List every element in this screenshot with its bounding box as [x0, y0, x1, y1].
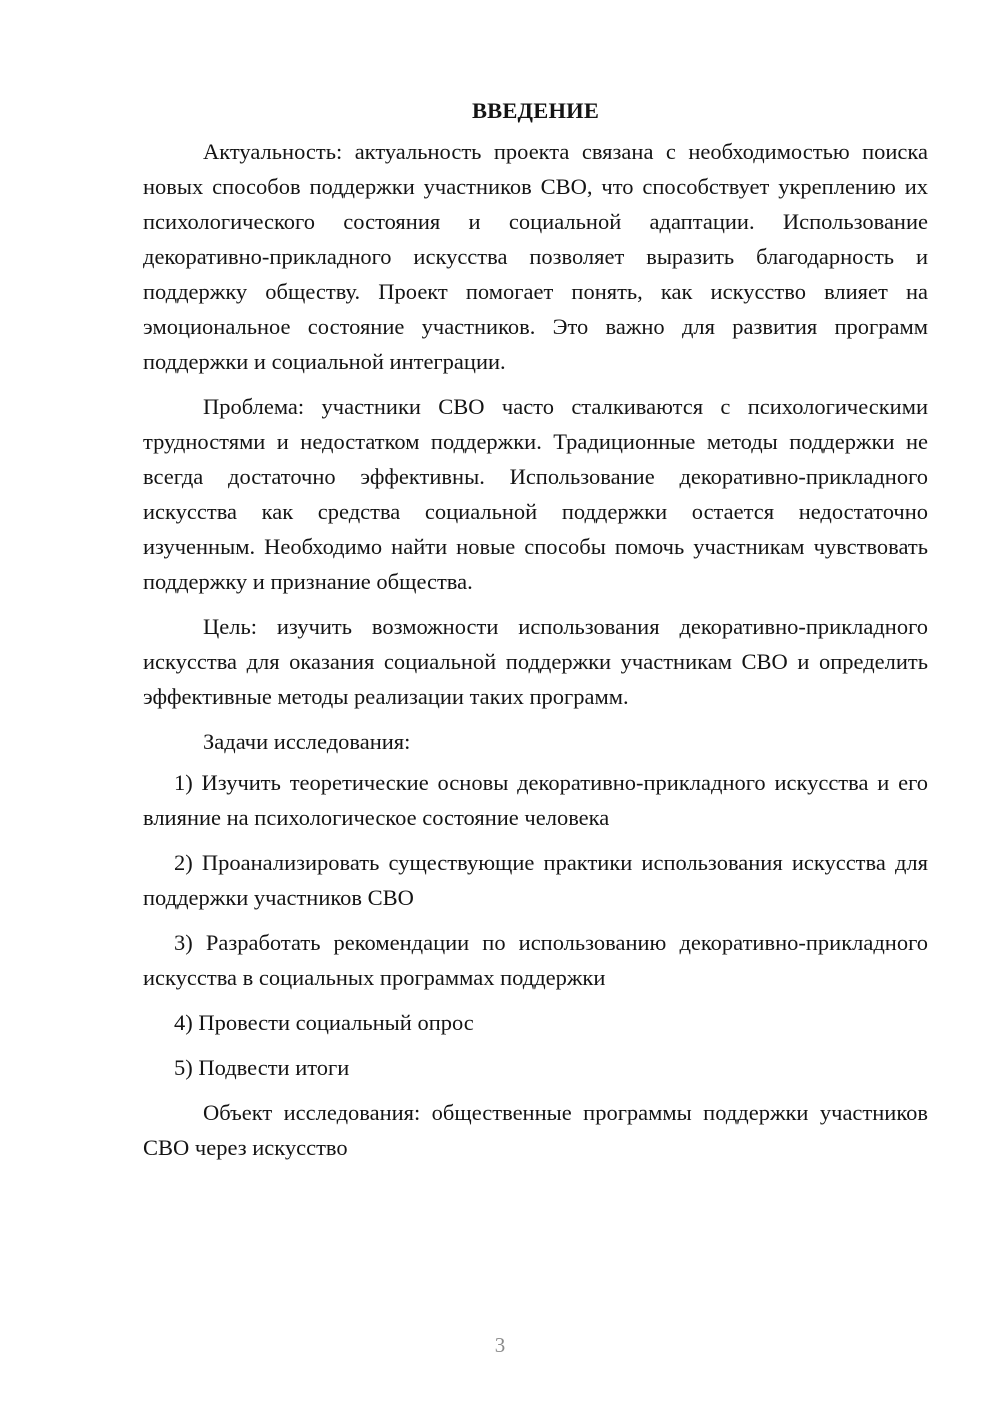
tasks-intro: Задачи исследования:: [203, 729, 411, 754]
page-number: 3: [494, 1333, 506, 1357]
problem-paragraph: Проблема: участники СВО часто сталкиваются с психологическими трудностями и недостатком поддержки. Традиционные методы поддержки не всегда достаточно эффективны. Использование декоративно-прикладного искусства как средства социальной поддержки остается недостаточно изученным. Необходимо найти новые способы помочь участникам чувствовать поддержку и признание общества.: [143, 394, 928, 594]
document-page: [143, 93, 928, 1175]
task-item-4: 4) Провести социальный опрос: [174, 1010, 474, 1035]
goal-paragraph: Цель: изучить возможности использования декоративно-прикладного искусства для оказания социальной поддержки участникам СВО и определить эффективные методы реализации таких программ.: [143, 614, 928, 709]
task-item-1: 1) Изучить теоретические основы декоративно-прикладного искусства и его влияние на психологическое состояние человека: [143, 770, 928, 830]
object-paragraph: Объект исследования: общественные программы поддержки участников СВО через искусство: [143, 1100, 928, 1160]
task-item-2: 2) Проанализировать существующие практики использования искусства для поддержки участников СВО: [143, 850, 928, 910]
relevance-paragraph: Актуальность: актуальность проекта связана с необходимостью поиска новых способов поддержки участников СВО, что способствует укреплению их психологического состояния и социальной адаптации. Использование декоративно-прикладного искусства позволяет выразить благодарность и поддержку обществу. Проект помогает понять, как искусство влияет на эмоциональное состояние участников. Это важно для развития программ поддержки и социальной интеграции.: [143, 139, 928, 374]
section-heading: ВВЕДЕНИЕ: [471, 98, 600, 123]
task-item-3: 3) Разработать рекомендации по использованию декоративно-прикладного искусства в социальных программах поддержки: [143, 930, 928, 990]
task-item-5: 5) Подвести итоги: [174, 1055, 350, 1080]
